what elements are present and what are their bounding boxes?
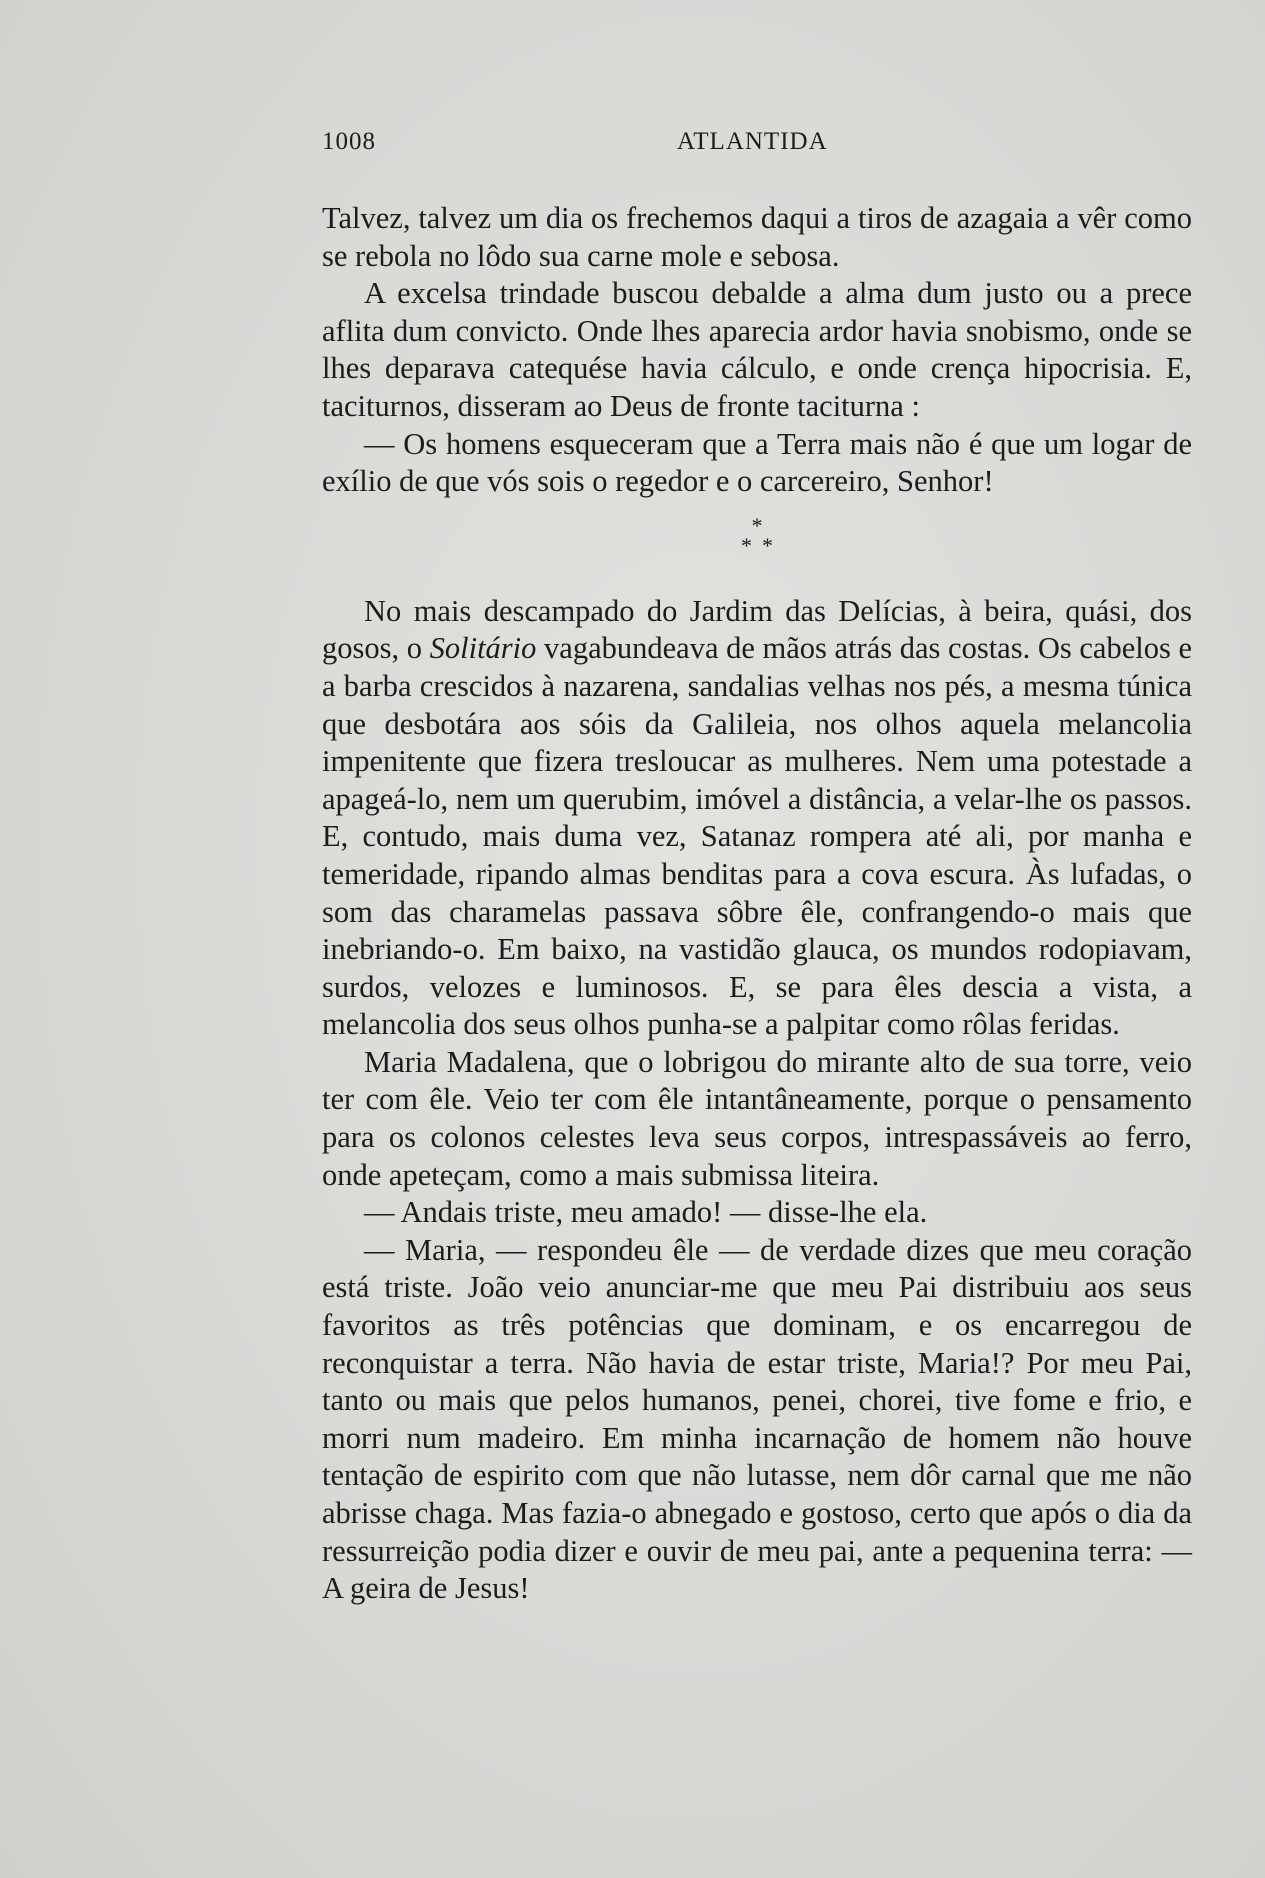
journal-title: ATLANTIDA xyxy=(677,128,828,155)
paragraph-6: — Andais triste, meu amado! — disse-lhe ela. xyxy=(364,1195,928,1230)
paragraph-7: — Maria, — respondeu êle — de verdade dizes que meu coração está triste. João veio anunciar-me que meu Pai distribuiu aos seus favoritos as três potências que dominam, e os encarregou de reconquistar a terra. Não havia de estar triste, Maria!? Por meu Pai, tanto ou mais que pelos humanos, penei, chorei, tive fome e frio, e morri num madeiro. Em minha incarnação de homem não houve tentação de espirito com que não lutasse, nem dôr carnal que me não abrisse chaga. Mas fazia-o abnegado e gostoso, certo que após o dia da ressurreição podia dizer e ouvir de meu pai, ante a pequenina terra: — A geira de Jesus! xyxy=(322,1232,1192,1606)
asterism: * ** xyxy=(741,512,783,558)
page-number: 1008 xyxy=(322,128,376,155)
italic-solitario: Solitário xyxy=(429,631,537,666)
paragraph-2: A excelsa trindade buscou debalde a alma dum justo ou a prece aflita dum convicto. Onde lhes aparecia ardor havia snobismo, onde se lhes deparava catequése havia cálculo, e onde crença hipocrisia. E, taciturnos, disseram ao Deus de fronte taciturna : xyxy=(322,276,1192,423)
running-head xyxy=(322,128,872,168)
paragraph-3: — Os homens esqueceram que a Terra mais não é que um logar de exílio de que vós sois o regedor e o carcereiro, Senhor! xyxy=(322,426,1192,499)
paragraph-4 xyxy=(322,593,1192,1044)
section-break xyxy=(322,512,1192,575)
paragraph-1: Talvez, talvez um dia os frechemos daqui a tiros de azagaia a vêr como se rebola no lôdo sua carne mole e sebosa. xyxy=(322,201,1192,273)
text-block xyxy=(322,200,1192,1608)
paragraph-5: Maria Madalena, que o lobrigou do mirante alto de sua torre, veio ter com êle. Veio ter com êle intantâneamente, porque o pensamento para os colonos celestes leva seus corpos, intrespassáveis ao ferro, onde apeteçam, como a mais submissa liteira. xyxy=(322,1044,1192,1192)
paragraph-4-start: No mais descampado do Jardim das Delícias, à beira, quási, dos gosos, o xyxy=(322,593,1192,666)
paragraph-4-rest: vagabundeava de mãos atrás das costas. Os cabelos e a barba crescidos à nazarena, sandalias velhas nos pés, a mesma túnica que desbotára aos sóis da Galileia, nos olhos aquela melancolia impenitente que fizera tresloucar as mulheres. Nem uma potestade a apageá-lo, nem um querubim, imóvel a distância, a velar-lhe os passos. E, contudo, mais duma vez, Satanaz rompera até ali, por manha e temeridade, ripando almas benditas para a cova escura. Às lufadas, o som das charamelas passava sôbre êle, confrangendo-o mais que inebriando-o. Em baixo, na vastidão glauca, os mundos rodopiavam, surdos, velozes e luminosos. E, se para êles descia a vista, a melancolia dos seus olhos punha-se a palpitar como rôlas feridas. xyxy=(322,631,1192,1042)
